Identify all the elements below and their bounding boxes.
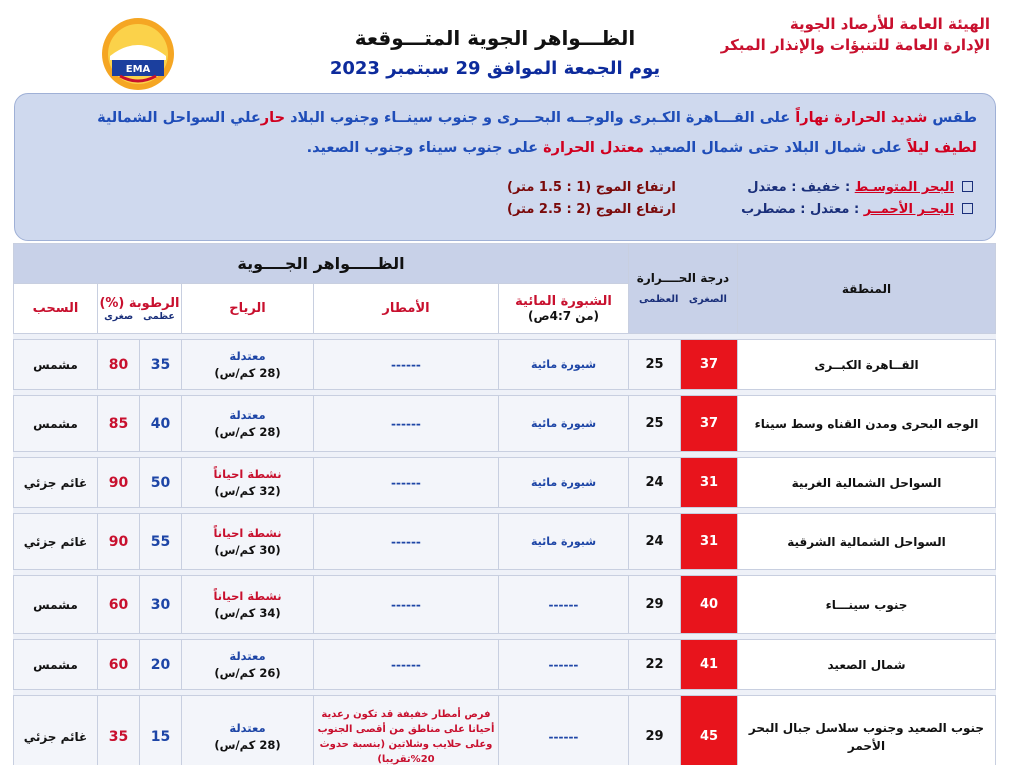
region-cell: جنوب الصعيد وجنوب سلاسل جبال البحر الأحمر	[738, 696, 996, 765]
column-header-clouds: السحب	[13, 284, 97, 334]
humidity-min-cell: 40	[139, 396, 181, 452]
rain-cell: ------	[313, 514, 498, 570]
summary-highlight: معتدل الحرارة	[543, 140, 644, 156]
rain-cell: ------	[313, 640, 498, 690]
table-row	[13, 514, 995, 570]
column-header-fog	[498, 284, 628, 334]
region-cell: السواحل الشمالية الشرقية	[738, 514, 996, 570]
humidity-min-cell: 35	[139, 340, 181, 390]
fog-cell: ------	[498, 640, 628, 690]
region-cell: الوجه البحرى ومدن القناه وسط سيناء	[738, 396, 996, 452]
wind-strength: معتدلة	[229, 348, 266, 363]
sea-state: : خفيف : معتدل	[747, 180, 855, 195]
summary-text: علي السواحل الشمالية	[97, 110, 261, 126]
clouds-cell: غائم جزئي	[13, 458, 97, 508]
humidity-min-cell: 20	[139, 640, 181, 690]
region-cell: القــاهرة الكبــرى	[738, 340, 996, 390]
temperature-label: درجة الحــــرارة	[636, 270, 730, 285]
fog-cell: ------	[498, 576, 628, 634]
wave-height-mediterranean: ارتفاع الموج (1 : 1.5 متر)	[507, 180, 676, 195]
humidity-label: الرطوبة (%)	[99, 295, 180, 311]
temp-max-cell: 37	[681, 396, 738, 452]
temp-max-cell: 41	[681, 640, 738, 690]
table-row	[13, 640, 995, 690]
wind-strength: معتدلة	[229, 720, 266, 735]
organization-header	[721, 14, 990, 56]
table-row	[13, 340, 995, 390]
temp-max-label: العظمى	[639, 293, 679, 305]
humidity-min-cell: 55	[139, 514, 181, 570]
temp-max-cell: 40	[681, 576, 738, 634]
table-header-top	[13, 244, 995, 284]
humidity-max-cell: 80	[97, 340, 139, 390]
column-header-humidity	[97, 284, 181, 334]
column-header-temperature	[628, 244, 737, 334]
forecast-table	[14, 243, 996, 765]
summary-text: طقس	[927, 110, 977, 126]
summary-text: على شمال البلاد حتى شمال الصعيد	[643, 140, 907, 156]
summary-highlight: لطيف ليلاً	[906, 140, 977, 156]
table-row	[13, 576, 995, 634]
summary-highlight: شديد الحرارة نهاراً	[795, 110, 928, 126]
forecast-date: يوم الجمعة الموافق 29 سبتمبر 2023	[329, 58, 661, 79]
wind-speed: (32 كم/س)	[214, 483, 281, 498]
region-cell: السواحل الشمالية الغربية	[738, 458, 996, 508]
humidity-min-cell: 50	[139, 458, 181, 508]
fog-sub-label: (من 4:7ص)	[527, 309, 599, 323]
summary-line-1	[33, 110, 977, 126]
rain-cell: فرص أمطار خفيفة قد تكون رعدية أحيانا على مناطق من أقصى الجنوب وعلى حلايب وشلاتين (بنسبة حدوث 20%تقريبا)	[313, 696, 498, 765]
checkbox-icon	[962, 203, 973, 214]
temp-max-cell: 31	[681, 458, 738, 508]
phenomena-header: الظـــــواهر الجــــوية	[13, 244, 628, 284]
humidity-min-cell: 30	[139, 576, 181, 634]
temp-min-cell: 29	[628, 696, 680, 765]
mediterranean-sea-state	[747, 180, 973, 195]
sea-name: البحر المتوسـط	[854, 180, 954, 195]
humidity-max-cell: 90	[97, 458, 139, 508]
column-header-wind: الرياح	[181, 284, 313, 334]
column-header-region: المنطقة	[738, 244, 996, 334]
region-cell: جنوب سينـــاء	[738, 576, 996, 634]
wind-speed: (28 كم/س)	[214, 424, 281, 439]
logo-text: EMA	[125, 64, 151, 75]
summary-text: على القـــاهرة الكـبرى والوجــه البحـــرى و جنوب سينــاء وجنوب البلاد	[285, 110, 796, 126]
temp-min-cell: 25	[628, 340, 680, 390]
sea-name: البحـر الأحمــر	[863, 202, 954, 217]
temp-min-cell: 24	[628, 514, 680, 570]
org-line-1: الهيئة العامة للأرصاد الجوية	[789, 15, 990, 33]
clouds-cell: مشمس	[13, 396, 97, 452]
humidity-max-cell: 60	[97, 576, 139, 634]
sea-state: : معتدل : مضطرب	[741, 202, 864, 217]
wave-height-red-sea: ارتفاع الموج (2 : 2.5 متر)	[507, 202, 676, 217]
wind-speed: (30 كم/س)	[214, 542, 281, 557]
wind-cell	[181, 396, 313, 452]
fog-cell: شبورة مائية	[498, 514, 628, 570]
wind-speed: (26 كم/س)	[214, 665, 281, 680]
humidity-max-cell: 85	[97, 396, 139, 452]
checkbox-icon	[962, 181, 973, 192]
temp-max-cell: 31	[681, 514, 738, 570]
page-title: الظـــواهر الجوية المتـــوقعة	[354, 26, 636, 50]
temp-min-cell: 25	[628, 396, 680, 452]
rain-cell: ------	[313, 576, 498, 634]
table-row	[13, 696, 995, 765]
clouds-cell: غائم جزئي	[13, 514, 97, 570]
table-row	[13, 458, 995, 508]
table-body	[13, 334, 995, 765]
wind-strength: معتدلة	[229, 648, 266, 663]
wind-strength: معتدلة	[229, 407, 266, 422]
fog-cell: شبورة مائية	[498, 396, 628, 452]
rain-cell: ------	[313, 458, 498, 508]
wind-speed: (28 كم/س)	[214, 365, 281, 380]
wind-cell	[181, 696, 313, 765]
humidity-max-cell: 90	[97, 514, 139, 570]
wind-cell	[181, 340, 313, 390]
fog-cell: شبورة مائية	[498, 340, 628, 390]
wind-cell	[181, 576, 313, 634]
rain-cell: ------	[313, 396, 498, 452]
summary-text: على جنوب سيناء وجنوب الصعيد.	[306, 140, 544, 156]
wind-strength: نشطة احياناً	[213, 525, 282, 540]
clouds-cell: مشمس	[13, 576, 97, 634]
fog-cell: شبورة مائية	[498, 458, 628, 508]
wind-strength: نشطة احياناً	[213, 588, 282, 603]
red-sea-state	[741, 202, 973, 217]
wind-speed: (34 كم/س)	[214, 605, 281, 620]
wind-speed: (28 كم/س)	[214, 737, 281, 752]
humidity-max-cell: 35	[97, 696, 139, 765]
column-header-rain: الأمطار	[313, 284, 498, 334]
ema-logo	[100, 16, 176, 92]
table-row	[13, 396, 995, 452]
weather-summary	[14, 93, 996, 241]
temp-min-label: الصغرى	[688, 293, 727, 305]
fog-cell: ------	[498, 696, 628, 765]
temp-min-cell: 24	[628, 458, 680, 508]
wind-cell	[181, 458, 313, 508]
rain-cell: ------	[313, 340, 498, 390]
clouds-cell: مشمس	[13, 640, 97, 690]
humidity-max-label: عظمى	[143, 310, 175, 322]
temp-max-cell: 37	[681, 340, 738, 390]
humidity-min-label: صغرى	[104, 310, 134, 322]
summary-highlight: حار	[260, 110, 286, 126]
clouds-cell: مشمس	[13, 340, 97, 390]
temp-max-cell: 45	[681, 696, 738, 765]
wind-strength: نشطة احياناً	[213, 466, 282, 481]
temp-min-cell: 29	[628, 576, 680, 634]
wind-cell	[181, 514, 313, 570]
clouds-cell: غائم جزئي	[13, 696, 97, 765]
temp-min-cell: 22	[628, 640, 680, 690]
fog-label: الشبورة المائية	[515, 294, 612, 309]
wind-cell	[181, 640, 313, 690]
humidity-min-cell: 15	[139, 696, 181, 765]
summary-line-2	[33, 140, 977, 156]
humidity-max-cell: 60	[97, 640, 139, 690]
org-line-2: الإدارة العامة للتنبؤات والإنذار المبكر	[720, 36, 990, 54]
region-cell: شمال الصعيد	[738, 640, 996, 690]
